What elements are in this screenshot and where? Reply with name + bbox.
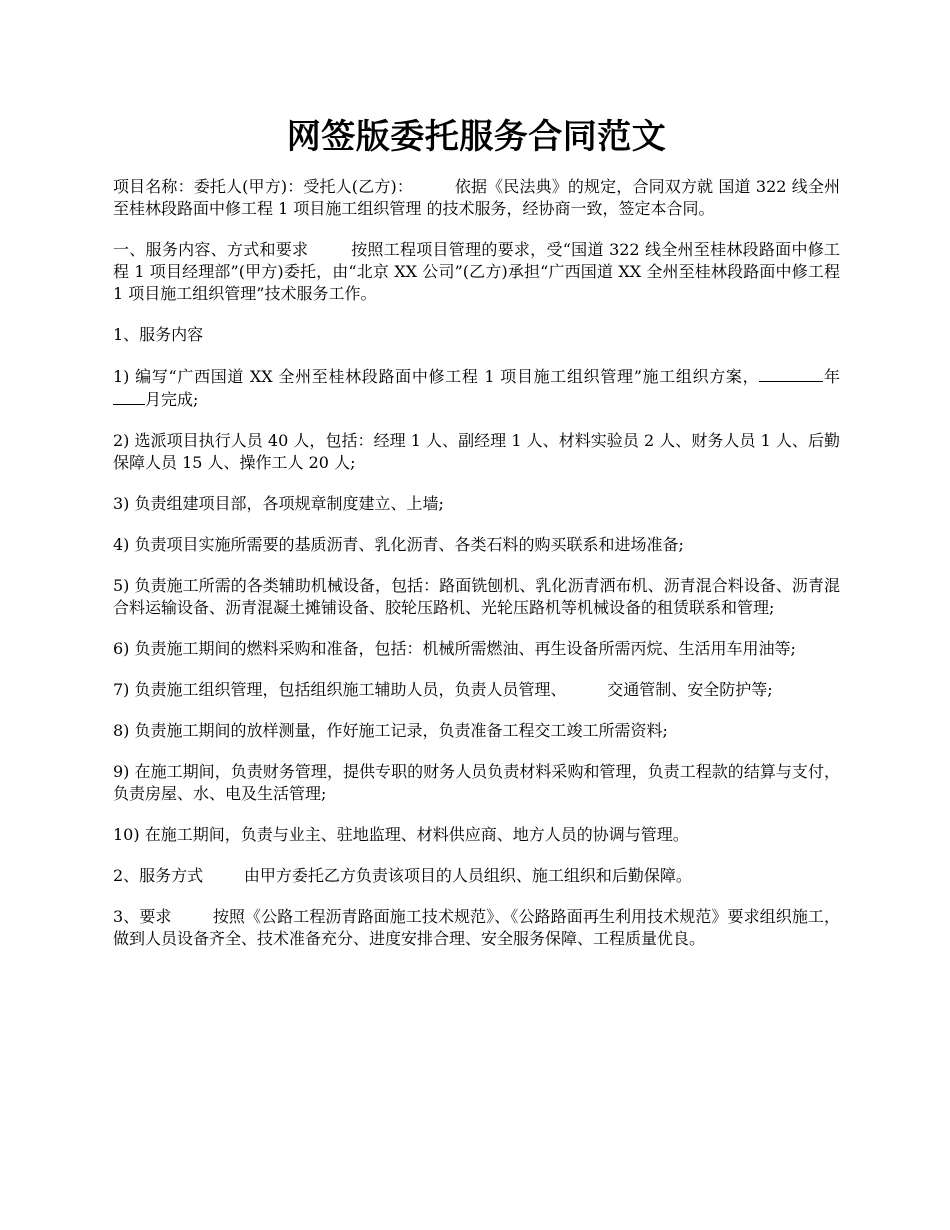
service-item-1-text: 1) 编写“广西国道 XX 全州至桂林段路面中修工程 1 项目施工组织管理”施工组织方案，: [113, 367, 760, 386]
year-label: 年: [823, 367, 840, 386]
service-item-10: 10) 在施工期间，负责与业主、驻地监理、材料供应商、地方人员的协调与管理。: [113, 825, 689, 844]
service-item-1: [113, 365, 840, 411]
service-item-7: 7) 负责施工组织管理，包括组织施工辅助人员，负责人员管理、 交通管制、安全防护等;: [113, 680, 773, 699]
month-blank: [113, 388, 145, 405]
document-body: [113, 176, 846, 950]
year-blank: [759, 365, 823, 382]
service-content-heading: 1、服务内容: [113, 325, 204, 344]
service-item-5: 5) 负责施工所需的各类辅助机械设备，包括：路面铣刨机、乳化沥青洒布机、沥青混合料设备、沥青混合料运输设备、沥青混凝土摊铺设备、胶轮压路机、光轮压路机等机械设备的租赁联系和管理;: [113, 576, 840, 617]
service-item-8: 8) 负责施工期间的放样测量，作好施工记录，负责准备工程交工竣工所需资料;: [113, 721, 668, 740]
service-item-4: 4) 负责项目实施所需要的基质沥青、乳化沥青、各类石料的购买联系和进场准备;: [113, 535, 684, 554]
document-title: 网签版委托服务合同范文: [286, 117, 667, 157]
requirements-paragraph: 3、要求 按照《公路工程沥青路面施工技术规范》、《公路路面再生利用技术规范》要求组织施工，做到人员设备齐全、技术准备充分、进度安排合理、安全服务保障、工程质量优良。: [113, 907, 840, 948]
month-suffix: 月完成;: [145, 390, 199, 409]
service-item-3: 3) 负责组建项目部，各项规章制度建立、上墙;: [113, 494, 444, 513]
service-method-paragraph: 2、服务方式 由甲方委托乙方负责该项目的人员组织、施工组织和后勤保障。: [113, 866, 692, 885]
intro-paragraph: 项目名称：委托人(甲方)：受托人(乙方)： 依据《民法典》的规定，合同双方就 国道 322 线全州至桂林段路面中修工程 1 项目施工组织管理 的技术服务，经协商一致，签定本合同。: [113, 177, 840, 218]
document-page: [113, 0, 846, 969]
service-item-6: 6) 负责施工期间的燃料采购和准备，包括：机械所需燃油、再生设备所需丙烷、生活用车用油等;: [113, 639, 796, 658]
section-one-paragraph: 一、服务内容、方式和要求 按照工程项目管理的要求，受“国道 322 线全州至桂林段路面中修工程 1 项目经理部”(甲方)委托，由“北京 XX 公司”(乙方)承担“广西国道 XX 全州至桂林段路面中修工程 1 项目施工组织管理”技术服务工作。: [113, 240, 846, 303]
service-item-2: 2) 选派项目执行人员 40 人，包括：经理 1 人、副经理 1 人、材料实验员 2 人、财务人员 1 人、后勤保障人员 15 人、操作工人 20 人;: [113, 431, 840, 472]
service-item-9: 9) 在施工期间，负责财务管理，提供专职的财务人员负责材料采购和管理，负责工程款的结算与支付，负责房屋、水、电及生活管理;: [113, 762, 840, 803]
